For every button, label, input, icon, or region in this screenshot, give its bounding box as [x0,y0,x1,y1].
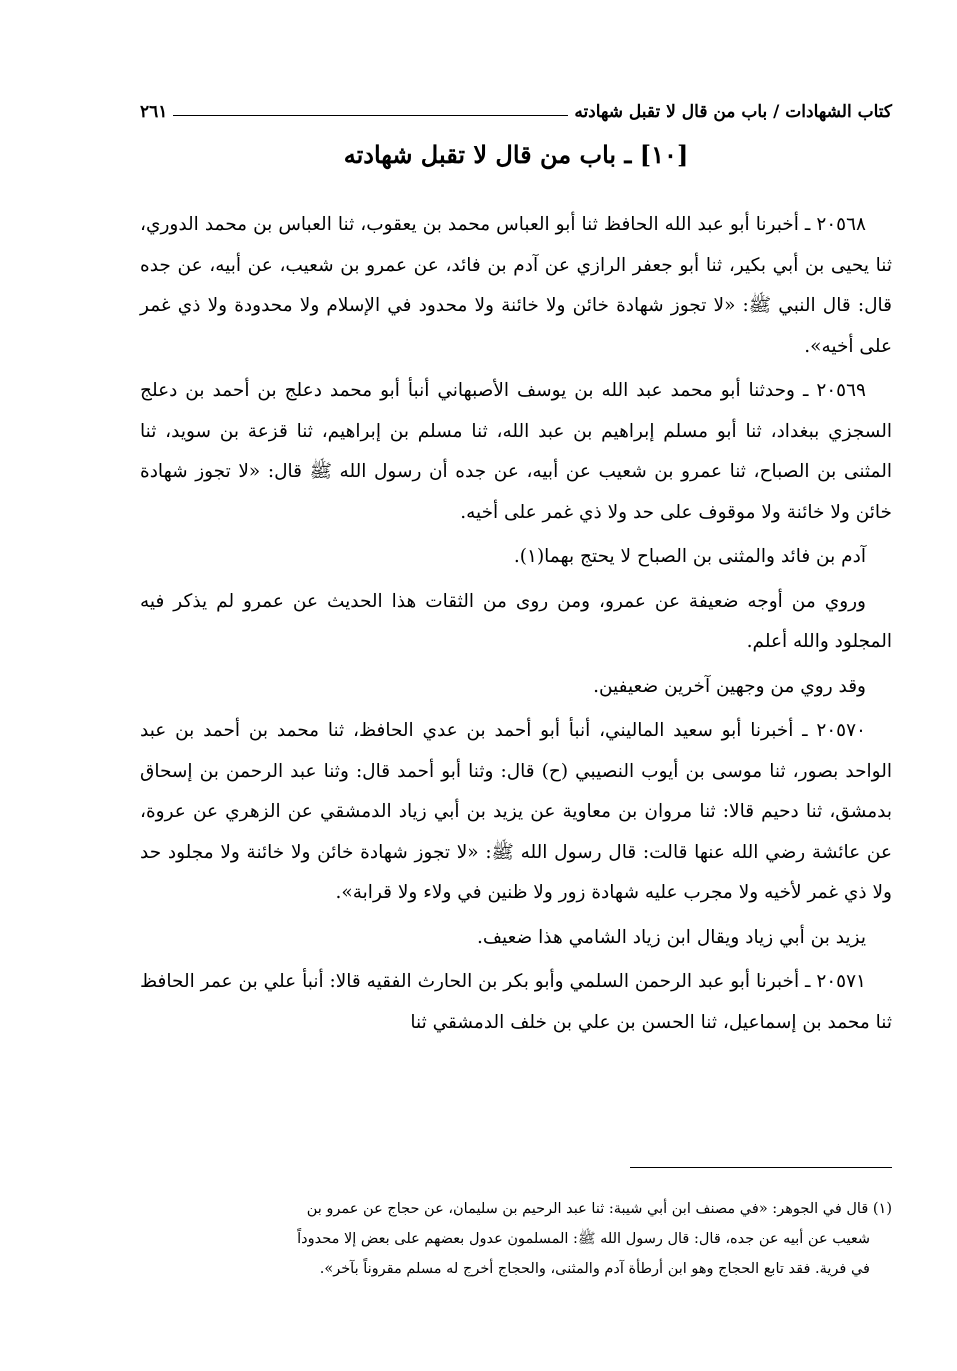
paragraph-comment-two-routes: وقد روي من وجهين آخرين ضعيفين. [593,675,866,697]
footnote [140,1194,892,1284]
footnote-separator [630,1167,892,1168]
running-header [140,88,892,122]
page-number: ٢٦١ [140,102,168,122]
paragraph-hadith-20569: ٢٠٥٦٩ ـ وحدثنا أبو محمد عبد الله بن يوسف الأصبهاني أنبأ أبو محمد دعلج بن أحمد بن دعلج السجزي ببغداد، ثنا أبو مسلم إبراهيم بن عبد الله، ثنا مسلم بن إبراهيم، ثنا قزعة بن سويد، ثنا المثنى بن الصباح، ثنا عمرو بن شعيب عن أبيه، عن جده أن رسول الله ﷺ قال: «لا تجوز شهادة خائن ولا خائنة ولا موقوف على حد ولا ذي غمر على أخيه. [140,380,892,523]
paragraph-hadith-20571: ٢٠٥٧١ ـ أخبرنا أبو عبد الرحمن السلمي وأبو بكر بن الحارث الفقيه قالا: أنبأ علي بن عمر الحافظ ثنا محمد بن إسماعيل، ثنا الحسن بن علي بن خلف الدمشقي ثنا [140,971,892,1033]
footnote-line: شعيب عن أبيه عن جده، قال: قال رسول الله ﷺ: المسلمون عدول بعضهم على بعض إلا محدوداً [297,1231,870,1247]
footnote-line: في فرية. فقد تابع الحجاج وهو ابن أرطأة آدم والمثنى، والحجاج أخرج له مسلم مقروناً بآخر». [319,1261,870,1277]
chapter-heading: [١٠] ـ باب من قال لا تقبل شهادته [343,140,689,169]
running-header-title: كتاب الشهادات / باب من قال لا تقبل شهادته [574,102,892,122]
paragraph-comment-yazid: يزيد بن أبي زياد ويقال ابن زياد الشامي هذا ضعيف. [477,926,866,948]
paragraph-comment-weak-routes: وروي من أوجه ضعيفة عن عمرو، ومن روى من الثقات هذا الحديث عن عمرو لم يذكر فيه المجلود والله أعلم. [140,590,892,652]
paragraph-hadith-20568: ٢٠٥٦٨ ـ أخبرنا أبو عبد الله الحافظ ثنا أبو العباس محمد بن يعقوب، ثنا العباس بن محمد الدوري، ثنا يحيى بن أبي بكير، ثنا أبو جعفر الرازي عن آدم بن فائد، عن عمرو بن شعيب، عن أبيه، عن جده قال: قال النبي ﷺ: «لا تجوز شهادة خائن ولا خائنة ولا محدود في الإسلام ولا محدودة ولا ذي غمر على أخيه». [140,214,892,357]
main-text [140,205,892,1047]
footnote-line: (١) قال في الجوهر: «في مصنف ابن أبي شيبة: ثنا عبد الرحيم بن سليمان، عن حجاج عن عمرو بن [306,1201,892,1217]
paragraph-comment-narrators: آدم بن فائد والمثنى بن الصباح لا يحتج بهما(١). [513,546,866,567]
paragraph-hadith-20570: ٢٠٥٧٠ ـ أخبرنا أبو سعيد الماليني، أنبأ أبو أحمد بن عدي الحافظ، ثنا محمد بن أحمد بن عبد الواحد بصور، ثنا موسى بن أيوب النصيبي (ح) قال: وثنا أبو أحمد قال: وثنا عبد الرحمن بن إسحاق بدمشق، ثنا دحيم قالا: ثنا مروان بن معاوية عن يزيد بن أبي زياد الدمشقي عن الزهري عن عروة، عن عائشة رضي الله عنها قالت: قال رسول الله ﷺ: «لا تجوز شهادة خائن ولا خائنة ولا مجلود حد ولا ذي غمر لأخيه ولا مجرب عليه شهادة زور ولا ظنين في ولاء ولا قرابة». [140,720,892,903]
running-header-rule [173,115,568,116]
